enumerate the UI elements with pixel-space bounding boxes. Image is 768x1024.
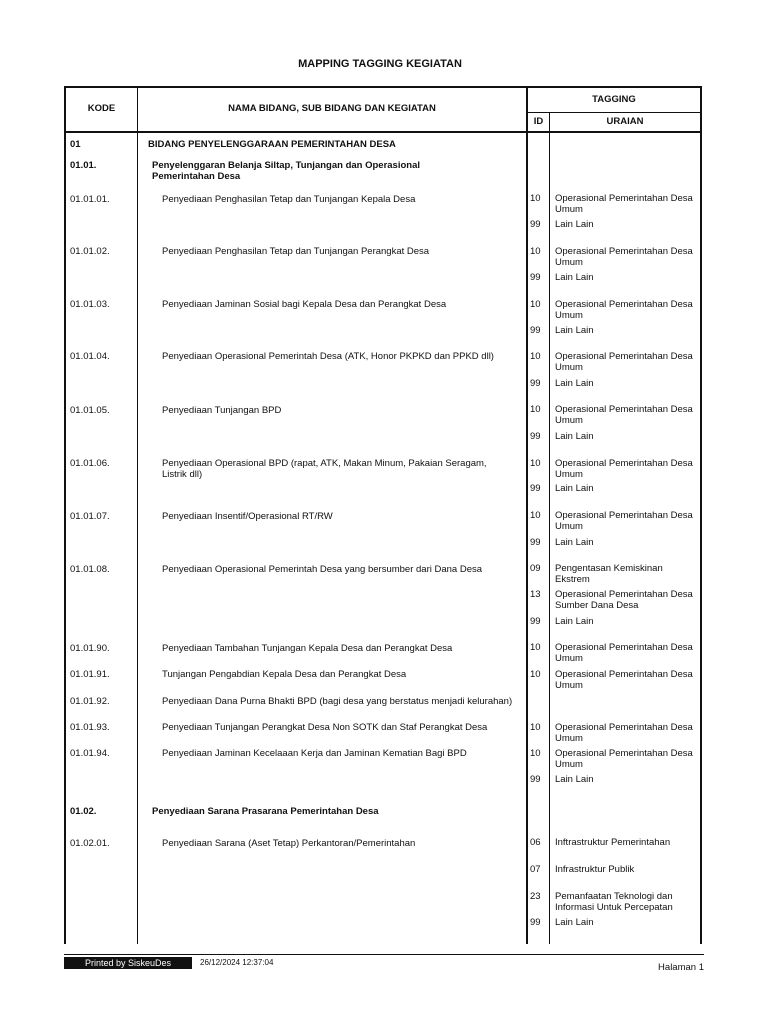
header-id: ID bbox=[533, 116, 544, 127]
tag-id: 99 bbox=[530, 272, 541, 283]
tag-uraian: Lain Lain bbox=[555, 917, 594, 928]
tag-id: 07 bbox=[530, 864, 541, 875]
footer-divider bbox=[64, 954, 704, 955]
tag-uraian: Lain Lain bbox=[555, 378, 594, 389]
tag-id: 10 bbox=[530, 669, 541, 680]
tagging-divider bbox=[527, 112, 702, 113]
row-kode: 01.01.01. bbox=[70, 194, 110, 205]
row-nama: Penyediaan Jaminan Kecelaaan Kerja dan Jaminan Kematian Bagi BPD bbox=[162, 748, 467, 759]
tag-uraian: Operasional Pemerintahan Desa Umum bbox=[555, 510, 693, 532]
tag-id: 10 bbox=[530, 351, 541, 362]
printed-by-badge: Printed by SiskeuDes bbox=[64, 957, 192, 969]
row-kode: 01.01. bbox=[70, 160, 97, 171]
page-title: MAPPING TAGGING KEGIATAN bbox=[298, 58, 462, 70]
tag-uraian: Lain Lain bbox=[555, 219, 594, 230]
row-nama: Penyelenggaran Belanja Siltap, Tunjangan dan Operasional Pemerintahan Desa bbox=[152, 160, 420, 182]
tag-id: 99 bbox=[530, 219, 541, 230]
row-kode: 01.01.08. bbox=[70, 564, 110, 575]
tag-uraian: Lain Lain bbox=[555, 537, 594, 548]
tag-uraian: Operasional Pemerintahan Desa Umum bbox=[555, 351, 693, 373]
row-kode: 01.01.03. bbox=[70, 299, 110, 310]
row-nama: Penyediaan Jaminan Sosial bagi Kepala Desa dan Perangkat Desa bbox=[162, 299, 447, 310]
tag-id: 99 bbox=[530, 378, 541, 389]
tag-id: 10 bbox=[530, 458, 541, 469]
row-kode: 01.02.01. bbox=[70, 838, 110, 849]
row-nama: Penyediaan Tunjangan Perangkat Desa Non SOTK dan Staf Perangkat Desa bbox=[162, 722, 488, 733]
tag-id: 10 bbox=[530, 299, 541, 310]
tag-uraian: Lain Lain bbox=[555, 325, 594, 336]
tag-uraian: Operasional Pemerintahan Desa Umum bbox=[555, 669, 693, 691]
id-divider bbox=[549, 112, 550, 944]
tag-uraian: Operasional Pemerintahan Desa Umum bbox=[555, 246, 693, 268]
tag-id: 99 bbox=[530, 774, 541, 785]
tag-id: 99 bbox=[530, 917, 541, 928]
tag-id: 13 bbox=[530, 589, 541, 600]
tag-id: 99 bbox=[530, 537, 541, 548]
tag-uraian: Inftrastruktur Pemerintahan bbox=[555, 837, 671, 848]
tag-uraian: Lain Lain bbox=[555, 431, 594, 442]
tag-id: 10 bbox=[530, 246, 541, 257]
header-nama: NAMA BIDANG, SUB BIDANG DAN KEGIATAN bbox=[228, 103, 436, 114]
row-kode: 01.01.92. bbox=[70, 696, 110, 707]
tag-id: 09 bbox=[530, 563, 541, 574]
tag-uraian: Operasional Pemerintahan Desa Umum bbox=[555, 748, 693, 770]
tag-id: 06 bbox=[530, 837, 541, 848]
tag-uraian: Operasional Pemerintahan Desa Umum bbox=[555, 404, 693, 426]
row-nama: Tunjangan Pengabdian Kepala Desa dan Perangkat Desa bbox=[162, 669, 407, 680]
row-nama: Penyediaan Sarana Prasarana Pemerintahan Desa bbox=[152, 806, 379, 817]
row-nama: Penyediaan Tunjangan BPD bbox=[162, 405, 282, 416]
header-tagging: TAGGING bbox=[592, 94, 636, 105]
tag-uraian: Pemanfaatan Teknologi dan Informasi Untuk Percepatan bbox=[555, 891, 673, 913]
tag-id: 10 bbox=[530, 722, 541, 733]
tag-uraian: Pengentasan Kemiskinan Ekstrem bbox=[555, 563, 663, 585]
row-kode: 01.01.05. bbox=[70, 405, 110, 416]
tag-uraian: Lain Lain bbox=[555, 483, 594, 494]
tag-uraian: Operasional Pemerintahan Desa Umum bbox=[555, 299, 693, 321]
tag-uraian: Lain Lain bbox=[555, 774, 594, 785]
tag-uraian: Operasional Pemerintahan Desa Umum bbox=[555, 722, 693, 744]
row-kode: 01.01.07. bbox=[70, 511, 110, 522]
row-kode: 01.02. bbox=[70, 806, 97, 817]
row-kode: 01.01.06. bbox=[70, 458, 110, 469]
row-kode: 01.01.91. bbox=[70, 669, 110, 680]
print-timestamp: 26/12/2024 12:37:04 bbox=[200, 958, 274, 967]
right-border bbox=[700, 86, 702, 944]
row-kode: 01.01.04. bbox=[70, 351, 110, 362]
row-nama: Penyediaan Operasional Pemerintah Desa (ATK, Honor PKPKD dan PPKD dll) bbox=[162, 351, 494, 362]
tag-id: 10 bbox=[530, 510, 541, 521]
row-nama: Penyediaan Insentif/Operasional RT/RW bbox=[162, 511, 333, 522]
kode-divider bbox=[137, 86, 138, 944]
tag-uraian: Operasional Pemerintahan Desa Umum bbox=[555, 642, 693, 664]
tag-id: 23 bbox=[530, 891, 541, 902]
row-kode: 01.01.93. bbox=[70, 722, 110, 733]
row-nama: Penyediaan Sarana (Aset Tetap) Perkantoran/Pemerintahan bbox=[162, 838, 416, 849]
row-kode: 01.01.02. bbox=[70, 246, 110, 257]
header-uraian: URAIAN bbox=[606, 116, 644, 127]
tag-uraian: Infrastruktur Publik bbox=[555, 864, 635, 875]
tag-uraian: Lain Lain bbox=[555, 616, 594, 627]
row-kode: 01.01.94. bbox=[70, 748, 110, 759]
row-nama: Penyediaan Operasional Pemerintah Desa yang bersumber dari Dana Desa bbox=[162, 564, 483, 575]
row-nama: Penyediaan Operasional BPD (rapat, ATK, Makan Minum, Pakaian Seragam, Listrik dll) bbox=[162, 458, 487, 480]
tag-id: 10 bbox=[530, 193, 541, 204]
row-nama: Penyediaan Penghasilan Tetap dan Tunjangan Kepala Desa bbox=[162, 194, 416, 205]
tag-uraian: Operasional Pemerintahan Desa Sumber Dana Desa bbox=[555, 589, 693, 611]
nama-divider bbox=[526, 86, 528, 944]
page-number: Halaman 1 bbox=[658, 962, 704, 973]
header-kode: KODE bbox=[87, 103, 116, 114]
tag-id: 99 bbox=[530, 616, 541, 627]
header-bottom-border bbox=[64, 131, 702, 133]
tag-id: 99 bbox=[530, 483, 541, 494]
tag-id: 10 bbox=[530, 748, 541, 759]
row-nama: Penyediaan Tambahan Tunjangan Kepala Desa dan Perangkat Desa bbox=[162, 643, 453, 654]
row-nama: Penyediaan Dana Purna Bhakti BPD (bagi desa yang berstatus menjadi kelurahan) bbox=[162, 696, 513, 707]
tag-uraian: Operasional Pemerintahan Desa Umum bbox=[555, 193, 693, 215]
table-top-border bbox=[64, 86, 702, 88]
row-nama: Penyediaan Penghasilan Tetap dan Tunjangan Perangkat Desa bbox=[162, 246, 430, 257]
row-kode: 01 bbox=[70, 139, 81, 150]
tag-id: 10 bbox=[530, 404, 541, 415]
row-kode: 01.01.90. bbox=[70, 643, 110, 654]
tag-id: 99 bbox=[530, 431, 541, 442]
tag-id: 99 bbox=[530, 325, 541, 336]
left-border bbox=[64, 86, 66, 944]
tag-id: 10 bbox=[530, 642, 541, 653]
row-nama: BIDANG PENYELENGGARAAN PEMERINTAHAN DESA bbox=[148, 139, 396, 150]
tag-uraian: Operasional Pemerintahan Desa Umum bbox=[555, 458, 693, 480]
tag-uraian: Lain Lain bbox=[555, 272, 594, 283]
